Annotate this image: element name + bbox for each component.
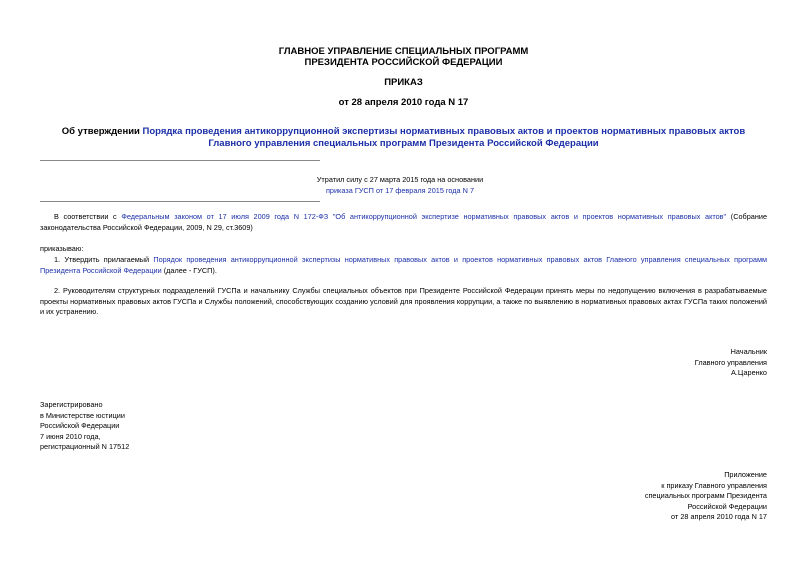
- org-name-line1: ГЛАВНОЕ УПРАВЛЕНИЕ СПЕЦИАЛЬНЫХ ПРОГРАММ: [278, 46, 529, 57]
- order-word: приказываю:: [40, 244, 84, 253]
- doc-title-link[interactable]: Порядка проведения антикоррупционной экспертизы нормативных правовых актов и проектов нормативных правовых актов Главного управления специальных программ Президента Российской Федерации: [142, 126, 746, 149]
- appendix-line3: специальных программ Президента: [644, 491, 767, 500]
- preamble: [40, 212, 767, 233]
- appendix-line1: Приложение: [724, 470, 767, 479]
- signature-line1: Начальник: [730, 347, 767, 356]
- doc-date: от 28 апреля 2010 года N 17: [338, 97, 469, 108]
- signature-line3: А.Царенко: [731, 368, 767, 377]
- procedure-link[interactable]: Порядок проведения антикоррупционной экспертизы нормативных правовых актов и проектов нормативных правовых актов Главного управления специальных программ Президента Российской Федерации: [40, 255, 767, 275]
- doc-type: ПРИКАЗ: [384, 77, 423, 88]
- signature-line2: Главного управления: [694, 357, 767, 367]
- status-line1: Утратил силу с 27 марта 2015 года на основании: [316, 175, 484, 184]
- registration-line5: регистрационный N 17512: [40, 442, 130, 451]
- doc-title: [40, 126, 767, 150]
- appendix-line5: от 28 апреля 2010 года N 17: [671, 512, 767, 521]
- status-link[interactable]: приказа ГУСП от 17 февраля 2015 года N 7: [325, 185, 475, 195]
- federal-law-link[interactable]: Федеральным законом от 17 июля 2009 года N 172-ФЗ "Об антикоррупционной экспертизе нормативных правовых актов и проектов нормативных правовых актов": [121, 212, 727, 221]
- registration-block: [40, 400, 290, 453]
- preamble-prefix: В соответствии с: [54, 212, 122, 221]
- registration-line3: Российской Федерации: [40, 421, 120, 430]
- item-1-suffix: (далее - ГУСП).: [161, 265, 217, 275]
- registration-line2: в Министерстве юстиции: [40, 410, 125, 420]
- item-2: 2. Руководителям структурных подразделений ГУСПа и начальнику Службы специальных объектов при Президенте Российской Федерации принять меры по недопущению включения в разрабатываемые проекты нормативных правовых актов ГУСПа и Службы положений, способствующих созданию условий для проявления коррупции, а также по выявлению в нормативных правовых актах ГУСПа таких положений и их устранению.: [40, 286, 767, 316]
- registration-line1: Зарегистрировано: [40, 400, 103, 409]
- doc-title-prefix: Об утверждении: [61, 126, 143, 137]
- signature-block: [560, 347, 767, 379]
- appendix-line2: к приказу Главного управления: [661, 480, 767, 490]
- divider-bottom: [40, 201, 320, 202]
- preamble-suffix: (Собрание законодательства Российской Федерации, 2009, N 29, ст.3609): [40, 212, 768, 232]
- registration-line4: 7 июня 2010 года,: [40, 431, 101, 441]
- appendix-line4: Российской Федерации: [687, 501, 767, 511]
- item-1-prefix: 1. Утвердить прилагаемый: [54, 255, 154, 264]
- status-note: [300, 175, 500, 196]
- divider-top: [40, 160, 320, 161]
- appendix-block: [560, 470, 767, 523]
- org-name-line2: ПРЕЗИДЕНТА РОССИЙСКОЙ ФЕДЕРАЦИИ: [304, 57, 503, 68]
- item-1: [40, 255, 767, 276]
